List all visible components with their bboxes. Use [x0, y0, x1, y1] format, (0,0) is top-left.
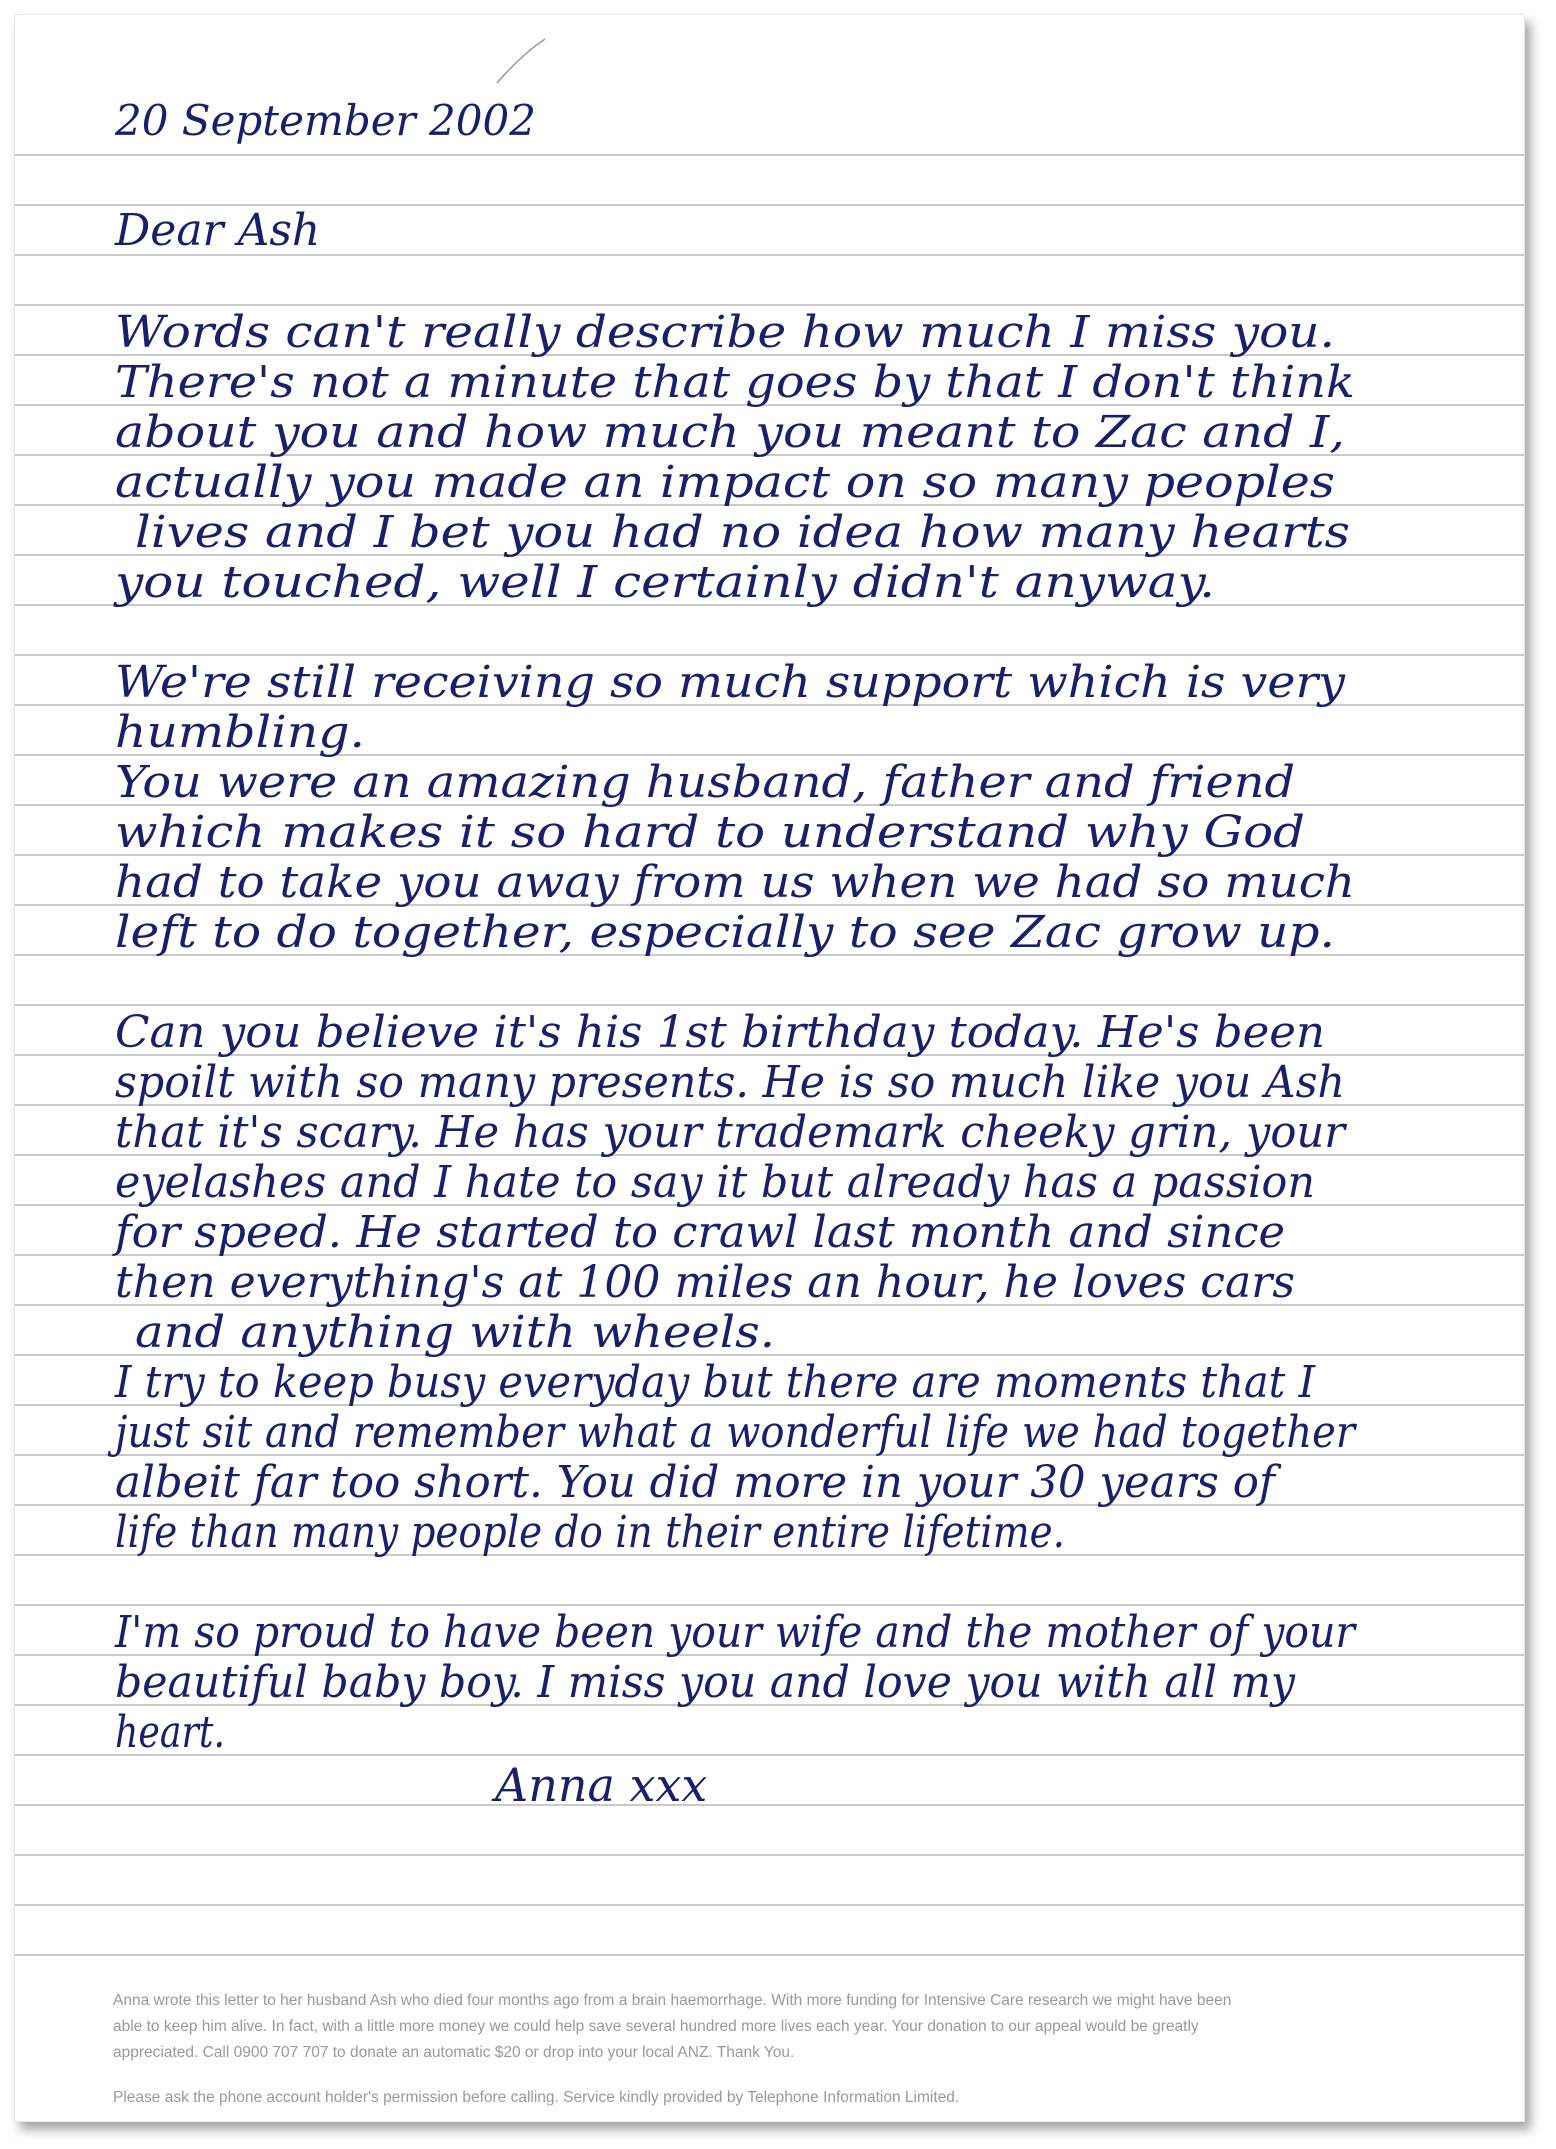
letter-line: There's not a minute that goes by that I don't think [115, 357, 1355, 408]
appeal-text-line: appreciated. Call 0900 707 707 to donate an automatic $20 or drop into your local ANZ. Thank You. [113, 2044, 795, 2061]
letter-line: just sit and remember what a wonderful life we had together [106, 1407, 1358, 1458]
letter-line: left to do together, especially to see Zac grow up. [115, 907, 1335, 958]
letter-line: for speed. He started to crawl last month and since [111, 1207, 1285, 1258]
letter-line: lives and I bet you had no idea how many hearts [135, 507, 1350, 558]
letter-line: I'm so proud to have been your wife and the mother of your [114, 1607, 1358, 1658]
paragraph-4 [114, 1607, 1358, 1758]
appeal-text-line: Anna wrote this letter to her husband Ash who died four months ago from a brain haemorrhage. With more funding for Intensive Care research we might have been [113, 1992, 1232, 2009]
letter-greeting: Dear Ash [115, 205, 321, 256]
letter-line: had to take you away from us when we had so much [115, 857, 1355, 908]
letter-line: I try to keep busy everyday but there are moments that I [114, 1357, 1317, 1408]
paragraph-2 [115, 657, 1355, 958]
letter-line: and anything with wheels. [135, 1307, 775, 1358]
letter-line: eyelashes and I hate to say it but already has a passion [115, 1157, 1315, 1208]
letter-line: Can you believe it's his 1st birthday today. He's been [115, 1007, 1325, 1058]
letter-line: spoilt with so many presents. He is so much like you Ash [115, 1057, 1345, 1108]
letter-line: which makes it so hard to understand why God [115, 807, 1305, 858]
letter-signature: Anna xxx [495, 1758, 708, 1812]
letter-line: that it's scary. He has your trademark cheeky grin, your [115, 1107, 1348, 1158]
letter-line: you touched, well I certainly didn't anyway. [112, 557, 1216, 608]
letter-line: about you and how much you meant to Zac and I, [115, 407, 1345, 458]
disclaimer-footer: Please ask the phone account holder's permission before calling. Service kindly provided by Telephone Information Limited. [113, 2089, 960, 2106]
letter-line: We're still receiving so much support which is very [115, 657, 1347, 708]
letter-line: beautiful baby boy. I miss you and love you with all my [115, 1657, 1297, 1708]
letter-sheet [14, 14, 1525, 2122]
letter-line: heart. [115, 1707, 225, 1758]
letter-line: Words can't really describe how much I miss you. [115, 307, 1335, 358]
letter-line: actually you made an impact on so many peoples [115, 457, 1335, 508]
paragraph-1 [113, 307, 1355, 608]
appeal-text-line: able to keep him alive. In fact, with a little more money we could help save several hundred more lives each year. Your donation to our appeal would be greatly [113, 2018, 1199, 2035]
letter-line: albeit far too short. You did more in your 30 years of [115, 1457, 1282, 1508]
letter-line: life than many people do in their entire lifetime. [115, 1507, 1065, 1558]
paragraph-3 [107, 1007, 1358, 1558]
letter-date: 20 September 2002 [115, 96, 536, 145]
letter-line: humbling. [115, 707, 365, 758]
letter-line: You were an amazing husband, father and friend [115, 757, 1295, 808]
letter-line: then everything's at 100 miles an hour, he loves cars [115, 1257, 1295, 1308]
appeal-footer [113, 1988, 1413, 2066]
handwritten-letter [15, 15, 1524, 2121]
